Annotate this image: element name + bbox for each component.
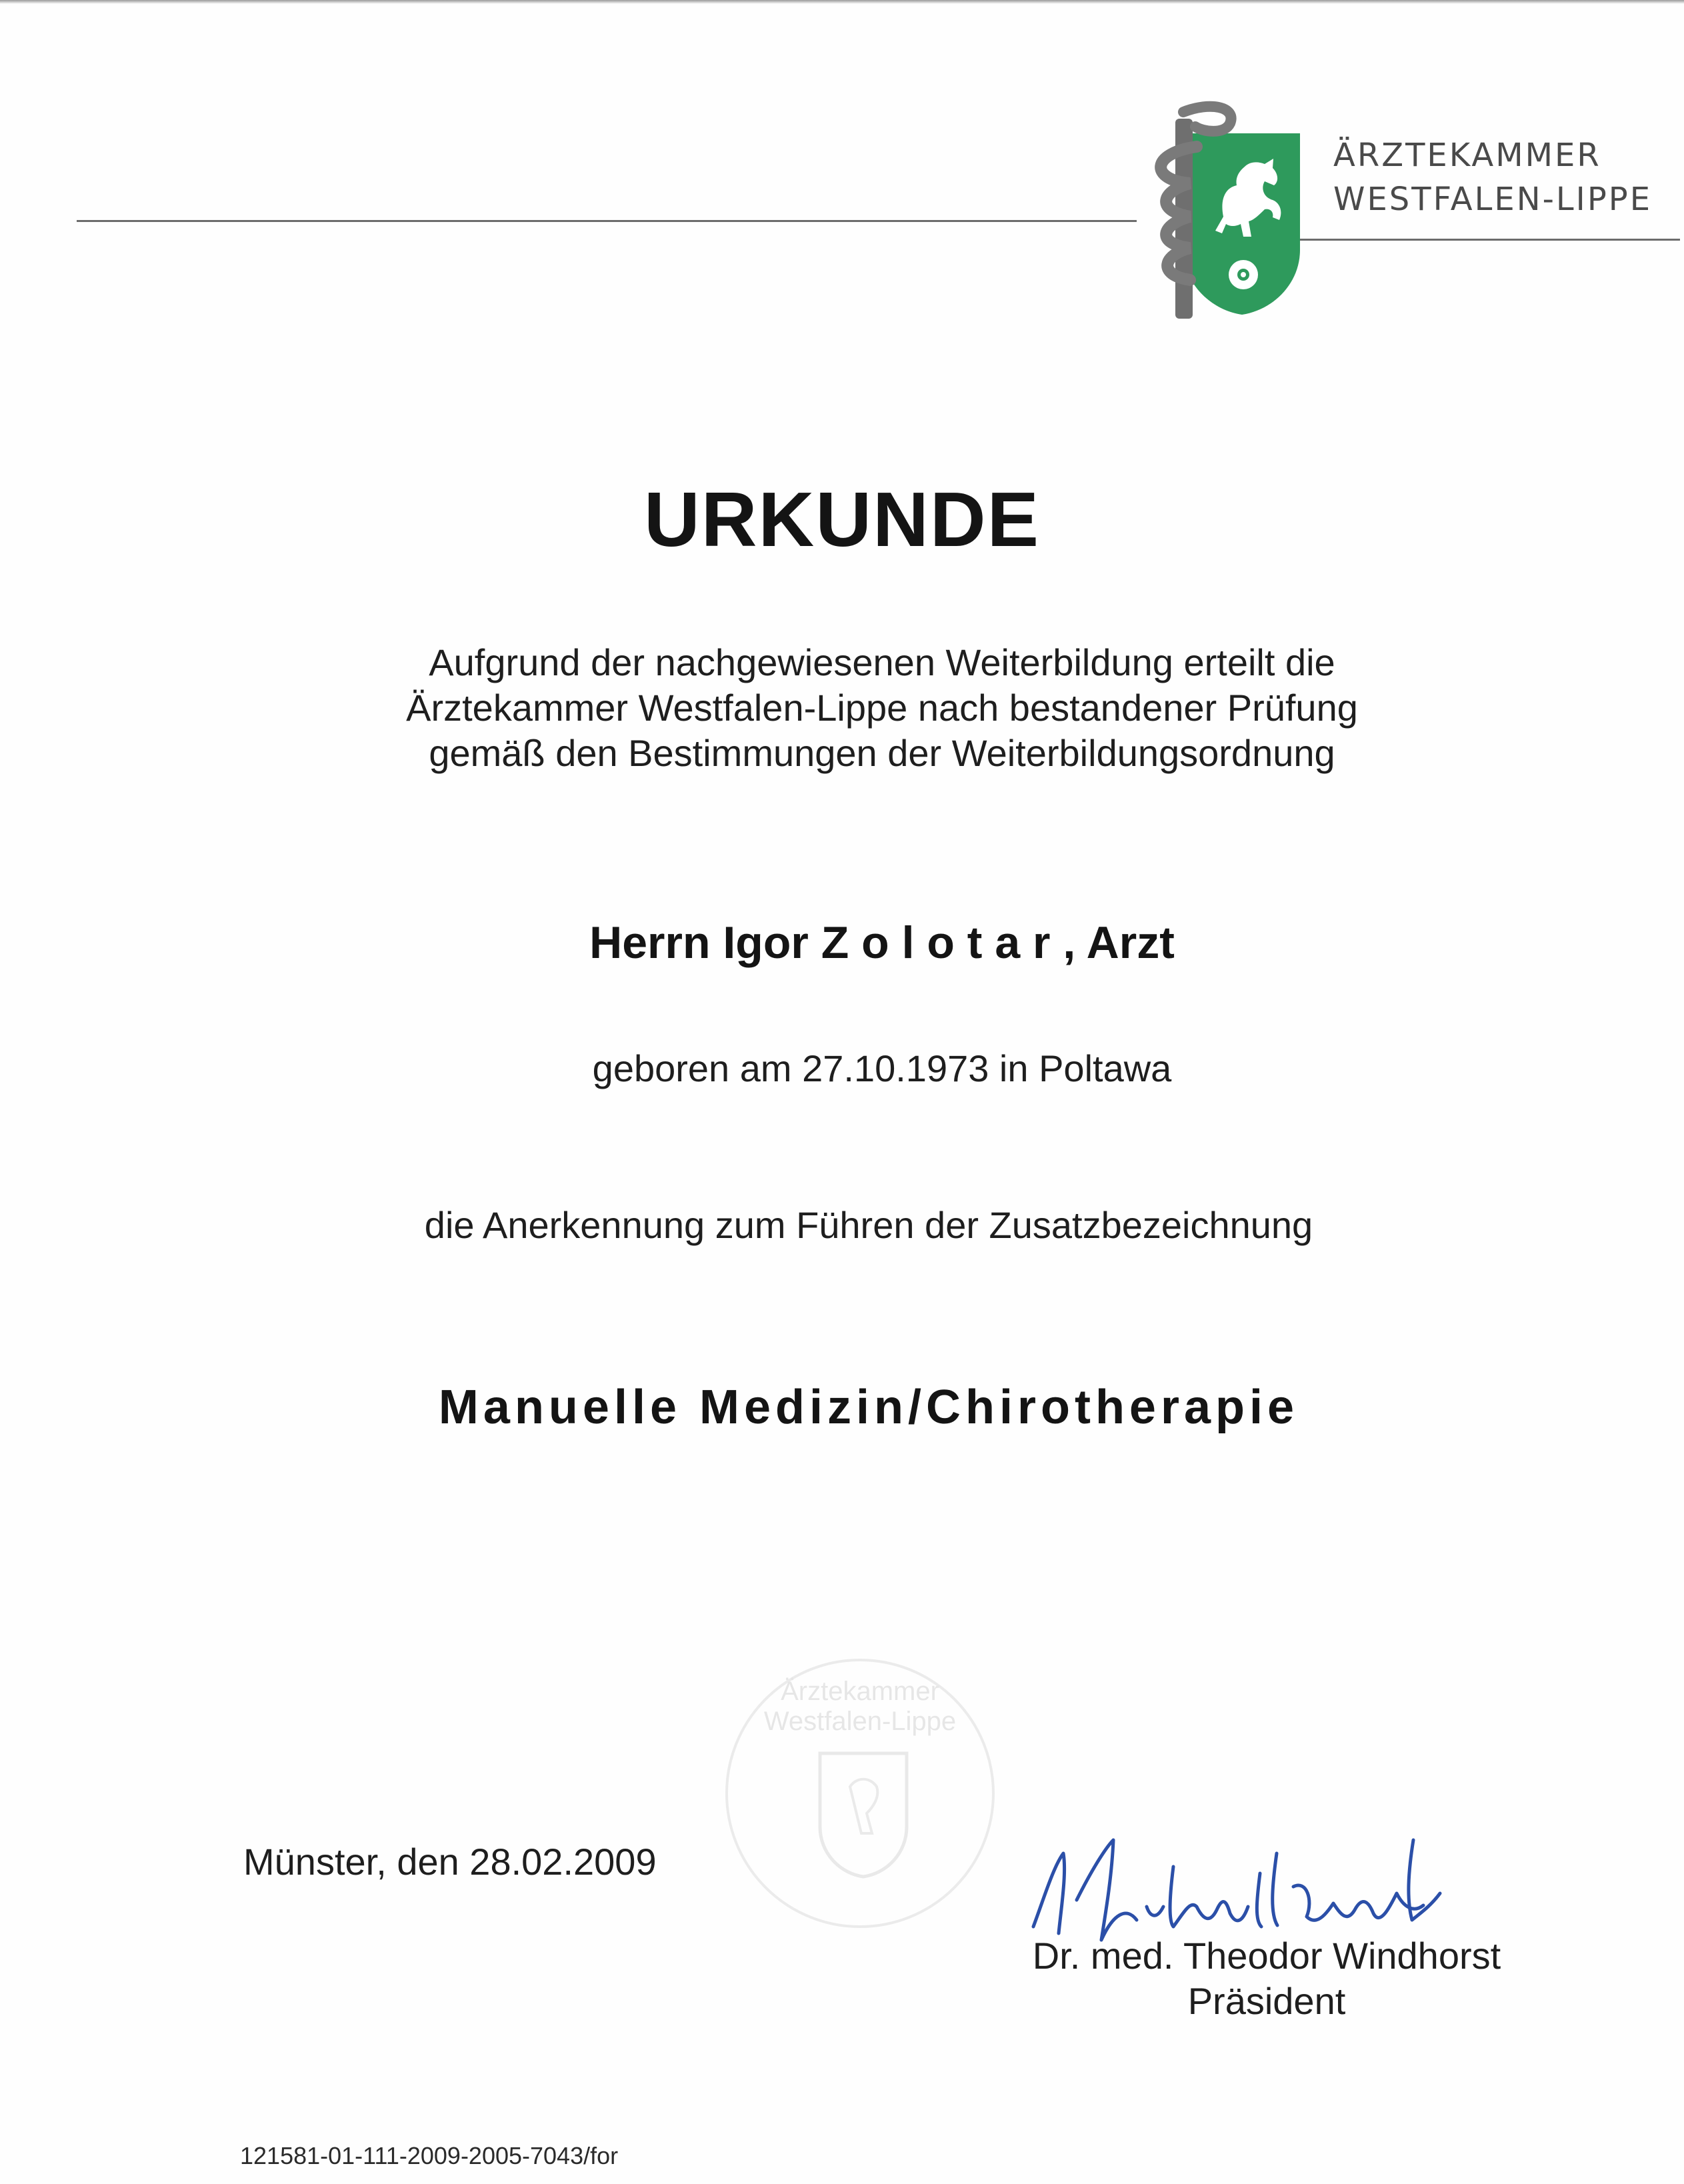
organization-name-line2: WESTFALEN-LIPPE xyxy=(1333,181,1653,218)
header-rule-right xyxy=(1293,239,1680,241)
certificate-title: URKUNDE xyxy=(644,476,1040,563)
intro-line-3: gemäß den Bestimmungen der Weiterbildungsordnung xyxy=(429,732,1335,774)
signatory-name: Dr. med. Theodor Windhorst xyxy=(1032,1935,1501,1977)
place-and-date: Münster, den 28.02.2009 xyxy=(243,1841,657,1883)
intro-line-2: Ärztekammer Westfalen-Lippe nach bestandener Prüfung xyxy=(406,687,1358,729)
organization-name-line1: ÄRZTEKAMMER xyxy=(1333,137,1601,174)
seal-text-line2: Westfalen-Lippe xyxy=(763,1707,957,1736)
aerztekammer-logo-icon xyxy=(1137,100,1310,320)
organization-name xyxy=(1333,133,1652,221)
additional-designation: Manuelle Medizin/Chirotherapie xyxy=(438,1381,1299,1434)
signatory-role: Präsident xyxy=(1187,1980,1346,2022)
intro-paragraph xyxy=(40,640,1684,776)
birth-info: geboren am 27.10.1973 in Poltawa xyxy=(592,1047,1172,1089)
header-rule-left xyxy=(77,220,1137,222)
recipient-name: Herrn Igor Z o l o t a r , Arzt xyxy=(589,917,1175,968)
recognition-text: die Anerkennung zum Führen der Zusatzbezeichnung xyxy=(424,1204,1313,1246)
intro-line-1: Aufgrund der nachgewiesenen Weiterbildung erteilt die xyxy=(429,641,1335,683)
seal-text-line1: Ärztekammer xyxy=(781,1677,939,1706)
scan-top-edge xyxy=(0,0,1684,4)
signatory-block xyxy=(1000,1933,1533,2024)
reference-number: 121581-01-111-2009-2005-7043/for xyxy=(240,2142,619,2169)
embossed-seal-icon xyxy=(720,1653,1000,1933)
